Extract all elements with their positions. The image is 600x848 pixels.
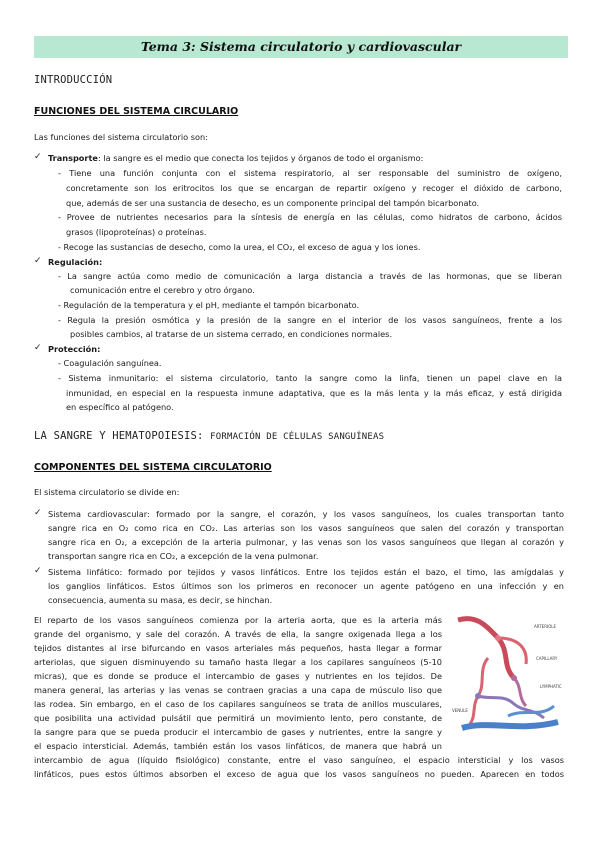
regulacion-item: - Regula la presión osmótica y la presión de la sangre en el interior de los vasos sanguíneos, frente a los [58, 315, 562, 325]
reparto-line: la sangre para que se pueda producir el intercambio de gases y nutrientes, entre la sangre y [34, 727, 442, 737]
reparto-line: el espacio intersticial. Además, también están los vasos linfáticos, de manera que habrá un [34, 741, 442, 751]
regulacion-item: - La sangre actúa como medio de comunicación a larga distancia a través de las hormonas, que se liberan [58, 271, 562, 281]
proteccion-item: en específico al patógeno. [66, 402, 174, 412]
vessel-node [511, 675, 517, 681]
transporte-line: Transporte: la sangre es el medio que conecta los tejidos y órganos de todo el organismo: [48, 153, 424, 163]
check-icon: ✓ [34, 152, 42, 162]
funciones-heading: FUNCIONES DEL SISTEMA CIRCULARIO [34, 106, 239, 117]
reparto-line: manera general, las arterias y las venas se contraen gracias a una capa de músculo liso que [34, 685, 442, 695]
check-icon: ✓ [34, 508, 42, 518]
regulacion-item: - Regulación de la temperatura y el pH, mediante el tampón bicarbonato. [58, 300, 360, 310]
figure-label: ARTERIOLE [534, 624, 557, 629]
capillary-shape [508, 706, 554, 716]
reparto-line: grande del organismo, y sale del corazón. A través de ella, la sangre oxigenada llega a los [34, 629, 442, 639]
transporte-item: grasos (lipoproteínas) o proteínas. [66, 227, 207, 237]
capillary-shape [514, 678, 526, 706]
title-banner [34, 36, 568, 58]
capillary-bed-figure [448, 608, 572, 740]
check-icon: ✓ [34, 566, 42, 576]
check-icon: ✓ [34, 256, 42, 266]
reparto-line: El reparto de los vasos sanguíneos comienza por la arteria aorta, que es la arteria más [34, 615, 442, 625]
vessel-node [495, 635, 501, 641]
figure-label: CAPILLARY [536, 656, 558, 661]
proteccion-item: inmunidad, en especial en la respuesta inmune adaptativa, que es la más lenta y la más eficaz, y está dirigida [66, 388, 562, 398]
check-icon: ✓ [34, 343, 42, 353]
proteccion-label: Protección: [48, 344, 101, 354]
sangre-heading: LA SANGRE Y HEMATOPOIESIS: FORMACIÓN DE CÉLULAS SANGUÍNEAS [34, 430, 385, 442]
transporte-item: - Provee de nutrientes necesarios para la síntesis de energía en las células, como hidratos de carbono, ácidos [58, 212, 562, 222]
venule-shape [462, 722, 558, 728]
reparto-line: micras), que es donde se produce el intercambio de gases y nutrientes en los tejidos. De [34, 671, 442, 681]
arteriole-shape [458, 619, 514, 678]
figure-label: LYMPHATIC [540, 684, 562, 689]
transporte-item: que, además de ser una sustancia de desecho, es un componente principal del tampón bicarbonato. [66, 198, 480, 208]
linfatico-line: consecuencia, aumenta su masa, es decir, se hinchan. [48, 595, 273, 605]
cardio-line: sangre rica en O₂ como rica en CO₂. Las arterias son los vasos sanguíneos que salen del corazón y transportan [48, 523, 564, 533]
linfatico-line: Sistema linfático: formado por tejidos y vasos linfáticos. Entre los tejidos están el bazo, el timo, las amígdalas y [48, 567, 564, 577]
cardio-line: sangre rica en O₂, a excepción de la arteria pulmonar, y las venas son los vasos sanguíneos que llegan al corazón y [48, 537, 564, 547]
page-title: Tema 3: Sistema circulatorio y cardiovascular [140, 39, 462, 54]
reparto-line: las rodea. Sin embargo, en el caso de los capilares sanguíneos se trata de anillos musculares, [34, 699, 442, 709]
cardio-line: Sistema cardiovascular: formado por la sangre, el corazón, y los vasos sanguíneos, los cuales transportan tanto [48, 509, 564, 519]
linfatico-line: los ganglios linfáticos. Estos últimos son los primeros en reconocer un agente patógeno en una infección y en [48, 581, 564, 591]
intro-heading: INTRODUCCIÓN [34, 74, 113, 86]
transporte-item: - Tiene una función conjunta con el sistema respiratorio, al ser responsable del suministro de oxígeno, [58, 168, 562, 178]
proteccion-item: - Sistema inmunitario: el sistema circulatorio, tanto la sangre como la linfa, tienen un papel clave en la [58, 373, 562, 383]
capillary-shape [470, 658, 488, 724]
reparto-line: que posibilita una actividad pulsátil que permitirá un movimiento lento, pero constante, de [34, 713, 442, 723]
componentes-intro: El sistema circulatorio se divide en: [34, 487, 180, 497]
componentes-heading: COMPONENTES DEL SISTEMA CIRCULATORIO [34, 462, 272, 473]
figure-label: VENULE [452, 708, 468, 713]
regulacion-item: posibles cambios, al tratarse de un sistema cerrado, en condiciones normales. [70, 329, 393, 339]
regulacion-item: comunicación entre el cerebro y otro órgano. [70, 285, 255, 295]
transporte-item: - Recoge las sustancias de desecho, como la urea, el CO₂, el exceso de agua y los iones. [58, 242, 421, 252]
reparto-line: intercambio de agua (líquido fisiológico) constante, entre el vaso sanguíneo, el espacio intersticial y los vasos [34, 755, 564, 765]
reparto-line: arteriolas, que siguen disminuyendo su tamaño hasta llegar a los capilares sanguíneos (5-10 [34, 657, 442, 667]
transporte-item: concretamente son los eritrocitos los que se encargan de repartir oxígeno y recoger el dióxido de carbono, [66, 183, 562, 193]
proteccion-item: - Coagulación sanguínea. [58, 358, 162, 368]
reparto-line: tejidos distantes al irse bifurcando en vasos arteriales más pequeños, hasta llegar a formar [34, 643, 442, 653]
reparto-line: linfáticos, pues estos últimos absorben el exceso de agua que los vasos sanguíneos no pueden. Aparecen en todos [34, 769, 564, 779]
cardio-line: transportan sangre rica en CO₂, a excepción de la vena pulmonar. [48, 551, 319, 561]
regulacion-label: Regulación: [48, 257, 103, 267]
vessel-node [475, 693, 481, 699]
funciones-intro: Las funciones del sistema circulatorio son: [34, 132, 208, 142]
